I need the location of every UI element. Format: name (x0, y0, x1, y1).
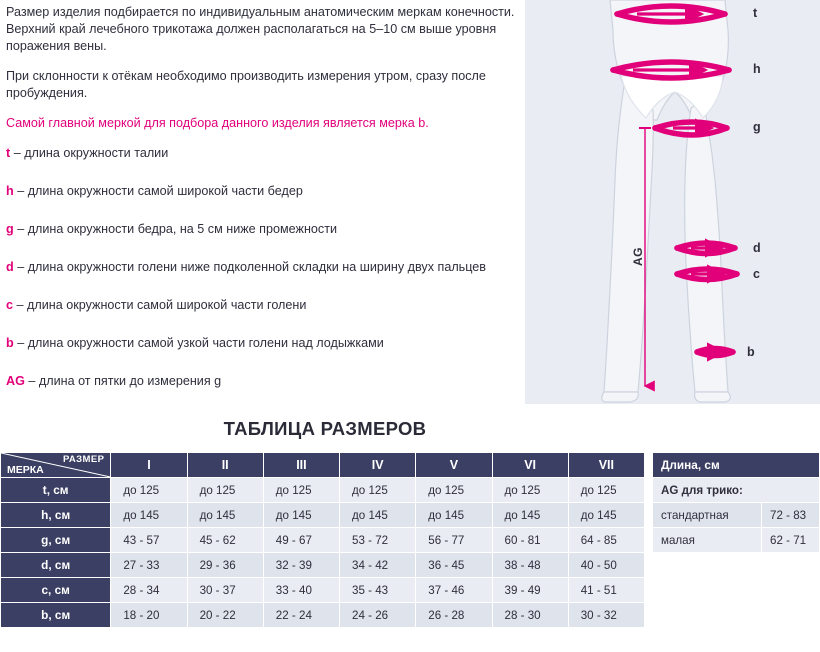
measurement-legend (6, 145, 526, 390)
table-row (1, 528, 645, 553)
row-label-d: d, см (1, 553, 111, 578)
cell-b-4: 24 - 26 (340, 603, 416, 628)
table-row (1, 503, 645, 528)
cell-b-5: 26 - 28 (416, 603, 492, 628)
row-label-b: b, см (1, 603, 111, 628)
legend-text-t: – длина окружности талии (10, 146, 169, 160)
cell-g-2: 45 - 62 (187, 528, 263, 553)
cell-d-5: 36 - 45 (416, 553, 492, 578)
legs-diagram-svg (525, 0, 820, 404)
mark-label-c: c (753, 267, 760, 281)
cell-d-3: 32 - 39 (263, 553, 339, 578)
cell-g-6: 60 - 81 (492, 528, 568, 553)
cell-b-3: 22 - 24 (263, 603, 339, 628)
cell-h-1: до 145 (111, 503, 187, 528)
mark-label-t: t (753, 6, 758, 20)
table-row (653, 503, 820, 528)
legend-text-c: – длина окружности самой широкой части голени (13, 298, 307, 312)
length-row-label-standard: стандартная (653, 503, 762, 528)
legend-item-h (6, 183, 526, 200)
corner-label-measure: МЕРКА (7, 464, 44, 476)
intro-paragraph-2: При склонности к отёкам необходимо производить измерения утром, сразу после пробуждения. (6, 69, 486, 100)
row-label-g: g, см (1, 528, 111, 553)
table-row (1, 578, 645, 603)
cell-b-7: 30 - 32 (568, 603, 644, 628)
cell-c-5: 37 - 46 (416, 578, 492, 603)
cell-t-3: до 125 (263, 478, 339, 503)
cell-c-7: 41 - 51 (568, 578, 644, 603)
legend-text-d: – длина окружности голени ниже подколенной складки на ширину двух пальцев (13, 260, 486, 274)
legend-item-d (6, 259, 526, 276)
cell-t-1: до 125 (111, 478, 187, 503)
table-row (1, 603, 645, 628)
intro-paragraph-3-highlight: Самой главной меркой для подбора данного изделия является мерка b. (6, 116, 429, 130)
mark-label-d: d (753, 241, 761, 255)
cell-h-6: до 145 (492, 503, 568, 528)
size-table (0, 452, 645, 628)
table-row (653, 478, 820, 503)
legend-item-ag (6, 373, 526, 390)
legend-text-h: – длина окружности самой широкой части бедер (13, 184, 303, 198)
length-row-label-small: малая (653, 528, 762, 553)
legend-key-ag: AG (6, 374, 25, 388)
size-table-title: ТАБЛИЦА РАЗМЕРОВ (223, 418, 427, 439)
size-column-header-5: V (416, 453, 492, 478)
description-column (6, 4, 526, 411)
cell-b-6: 28 - 30 (492, 603, 568, 628)
size-column-header-1: I (111, 453, 187, 478)
size-column-header-7: VII (568, 453, 644, 478)
cell-t-7: до 125 (568, 478, 644, 503)
size-column-header-6: VI (492, 453, 568, 478)
cell-b-1: 18 - 20 (111, 603, 187, 628)
cell-t-4: до 125 (340, 478, 416, 503)
cell-c-2: 30 - 37 (187, 578, 263, 603)
table-row (653, 528, 820, 553)
cell-d-7: 40 - 50 (568, 553, 644, 578)
size-column-header-3: III (263, 453, 339, 478)
cell-t-5: до 125 (416, 478, 492, 503)
corner-label-size: РАЗМЕР (63, 454, 105, 465)
cell-g-4: 53 - 72 (340, 528, 416, 553)
cell-h-2: до 145 (187, 503, 263, 528)
legend-key-c: c (6, 298, 14, 312)
cell-c-1: 28 - 34 (111, 578, 187, 603)
cell-g-7: 64 - 85 (568, 528, 644, 553)
cell-d-1: 27 - 33 (111, 553, 187, 578)
cell-d-4: 34 - 42 (340, 553, 416, 578)
legend-text-ag: – длина от пятки до измерения g (24, 374, 222, 388)
cell-g-1: 43 - 57 (111, 528, 187, 553)
length-row-value-small: 62 - 71 (762, 528, 820, 553)
legend-key-d: d (6, 260, 14, 274)
legend-text-g: – длина окружности бедра, на 5 см ниже промежности (13, 222, 338, 236)
row-label-t: t, см (1, 478, 111, 503)
cell-d-6: 38 - 48 (492, 553, 568, 578)
cell-c-6: 39 - 49 (492, 578, 568, 603)
size-table-corner-cell (1, 453, 111, 478)
ag-dimension-label: AG (631, 247, 645, 266)
intro-paragraph-1: Размер изделия подбирается по индивидуальным анатомическим меркам конечности. Верхний край лечебного трикотажа должен располагаться на 5–10 см выше уровня поражения вены. (6, 5, 515, 53)
legs-measurement-illustration (525, 0, 820, 404)
legend-key-t: t (6, 146, 11, 160)
cell-h-5: до 145 (416, 503, 492, 528)
cell-h-4: до 145 (340, 503, 416, 528)
length-table-header-row (653, 453, 820, 478)
cell-t-6: до 125 (492, 478, 568, 503)
cell-c-3: 33 - 40 (263, 578, 339, 603)
mark-label-g: g (753, 120, 761, 134)
length-table (652, 452, 820, 553)
cell-d-2: 29 - 36 (187, 553, 263, 578)
cell-b-2: 20 - 22 (187, 603, 263, 628)
size-column-header-4: IV (340, 453, 416, 478)
legend-item-b (6, 335, 526, 352)
table-row (1, 553, 645, 578)
table-row (1, 478, 645, 503)
length-table-header: Длина, см (653, 453, 820, 478)
cell-g-3: 49 - 67 (263, 528, 339, 553)
legend-key-g: g (6, 222, 14, 236)
row-label-h: h, см (1, 503, 111, 528)
cell-h-3: до 145 (263, 503, 339, 528)
length-row-value-standard: 72 - 83 (762, 503, 820, 528)
legend-key-h: h (6, 184, 14, 198)
mark-label-b: b (747, 345, 755, 359)
row-label-c: c, см (1, 578, 111, 603)
cell-g-5: 56 - 77 (416, 528, 492, 553)
length-table-subheader: AG для трико: (653, 478, 820, 503)
legend-item-t (6, 145, 526, 162)
cell-h-7: до 145 (568, 503, 644, 528)
legend-item-g (6, 221, 526, 238)
size-table-header-row (1, 453, 645, 478)
legend-item-c (6, 297, 526, 314)
legend-key-b: b (6, 336, 14, 350)
mark-label-h: h (753, 62, 761, 76)
cell-t-2: до 125 (187, 478, 263, 503)
cell-c-4: 35 - 43 (340, 578, 416, 603)
size-column-header-2: II (187, 453, 263, 478)
legend-text-b: – длина окружности самой узкой части голени над лодыжками (13, 336, 384, 350)
